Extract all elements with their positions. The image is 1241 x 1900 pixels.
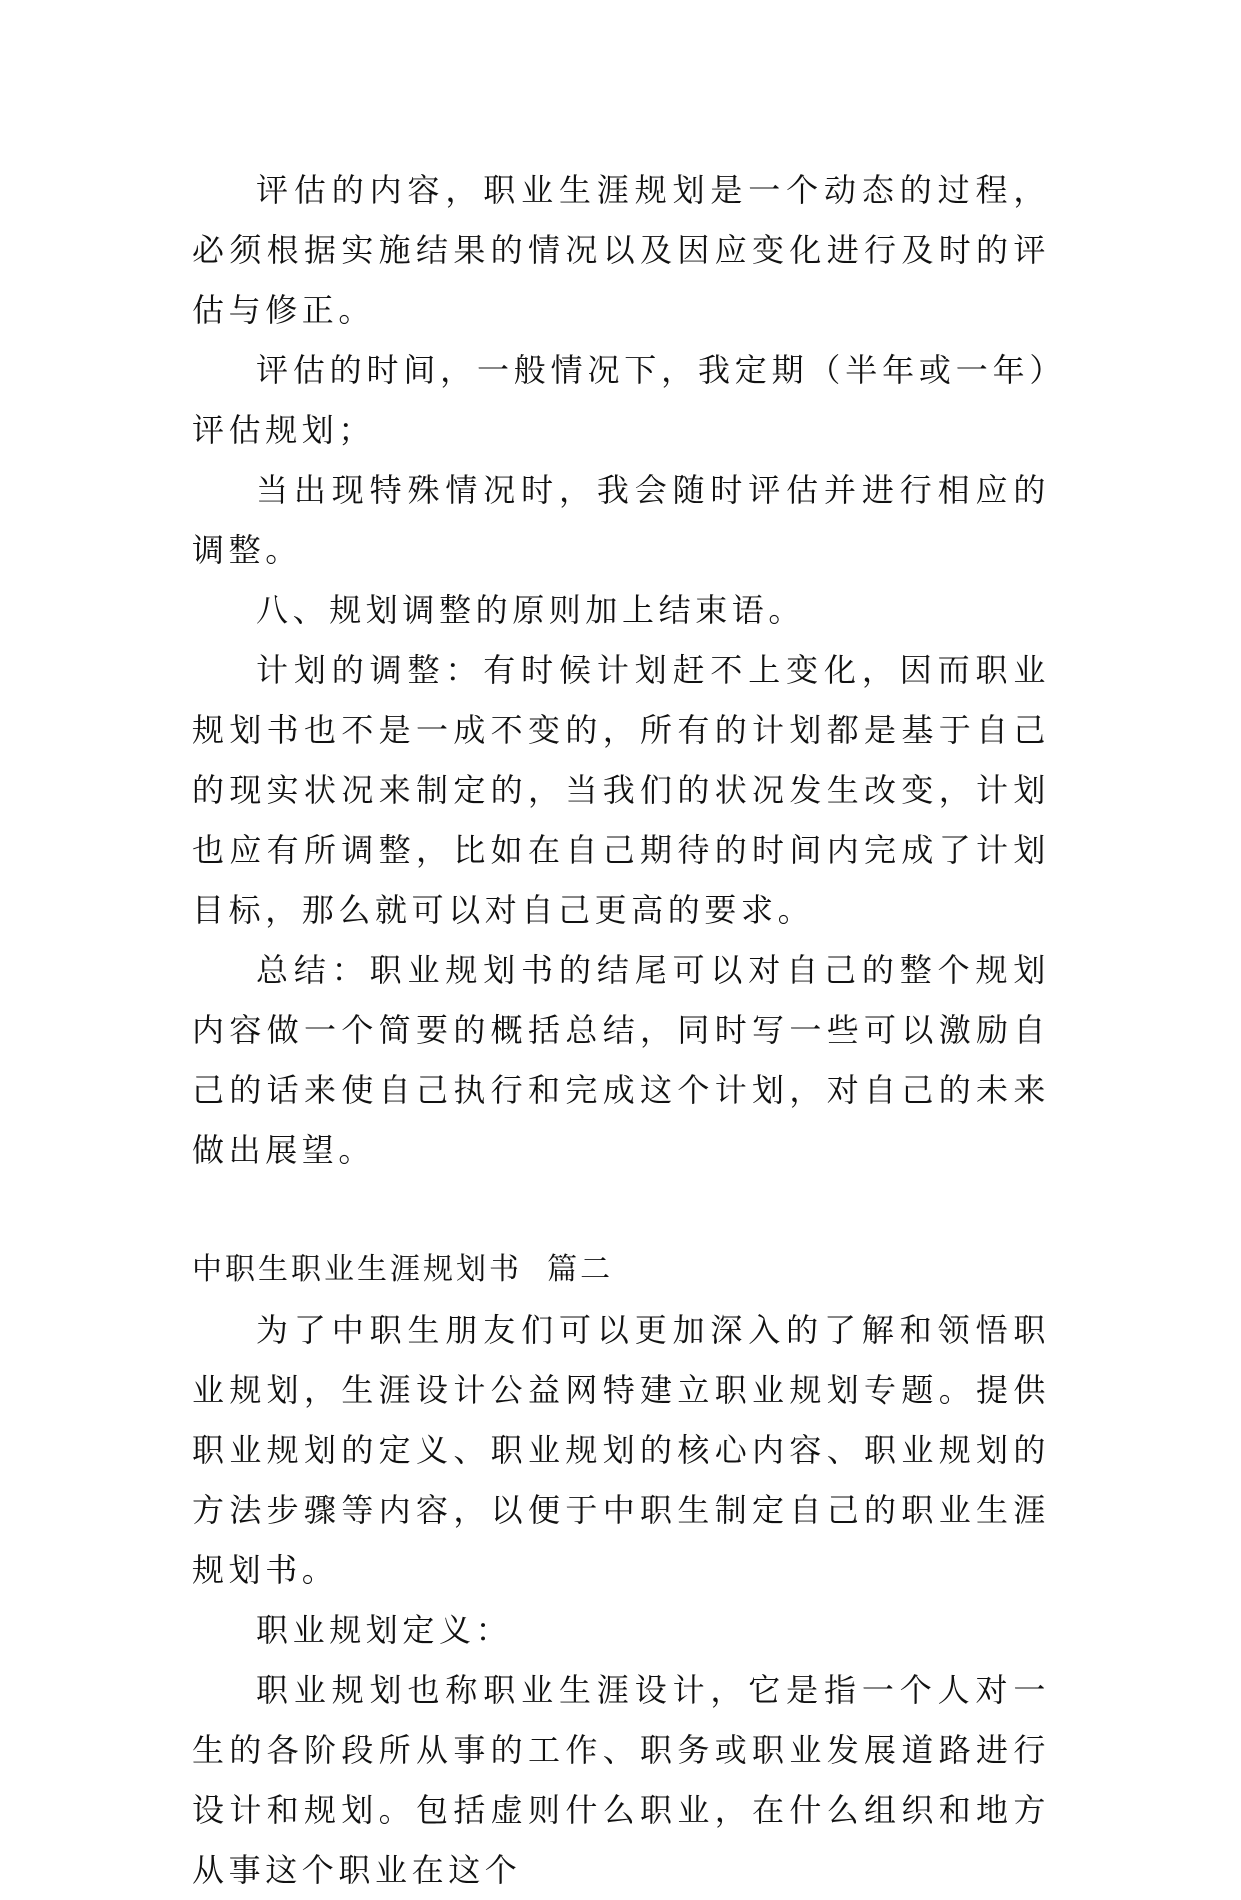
section-heading: 中职生职业生涯规划书 篇二 (192, 1252, 614, 1287)
document-body (192, 160, 1050, 1900)
paragraph-section-eight: 八、规划调整的原则加上结束语。 (256, 591, 806, 629)
paragraph-evaluation-content: 评估的内容，职业生涯规划是一个动态的过程，必须根据实施结果的情况以及因应变化进行及时的评估与修正。 (192, 171, 1050, 329)
paragraph-evaluation-time: 评估的时间，一般情况下，我定期（半年或一年）评估规划； (192, 351, 1050, 449)
paragraph-introduction: 为了中职生朋友们可以更加深入的了解和领悟职业规划，生涯设计公益网特建立职业规划专题。提供职业规划的定义、职业规划的核心内容、职业规划的方法步骤等内容，以便于中职生制定自己的职业生涯规划书。 (192, 1311, 1050, 1589)
paragraph-definition-label: 职业规划定义： (256, 1611, 513, 1649)
paragraph-definition-text: 职业规划也称职业生涯设计，它是指一个人对一生的各阶段所从事的工作、职务或职业发展道路进行设计和规划。包括虚则什么职业，在什么组织和地方从事这个职业在这个 (192, 1671, 1050, 1889)
paragraph-special-cases: 当出现特殊情况时，我会随时评估并进行相应的调整。 (192, 471, 1050, 569)
paragraph-summary: 总结：职业规划书的结尾可以对自己的整个规划内容做一个简要的概括总结，同时写一些可以激励自己的话来使自己执行和完成这个计划，对自己的未来做出展望。 (192, 951, 1050, 1169)
section-spacer (192, 1180, 1050, 1240)
paragraph-plan-adjustment: 计划的调整：有时候计划赶不上变化，因而职业规划书也不是一成不变的，所有的计划都是基于自己的现实状况来制定的，当我们的状况发生改变，计划也应有所调整，比如在自己期待的时间内完成了计划目标，那么就可以对自己更高的要求。 (192, 651, 1050, 929)
